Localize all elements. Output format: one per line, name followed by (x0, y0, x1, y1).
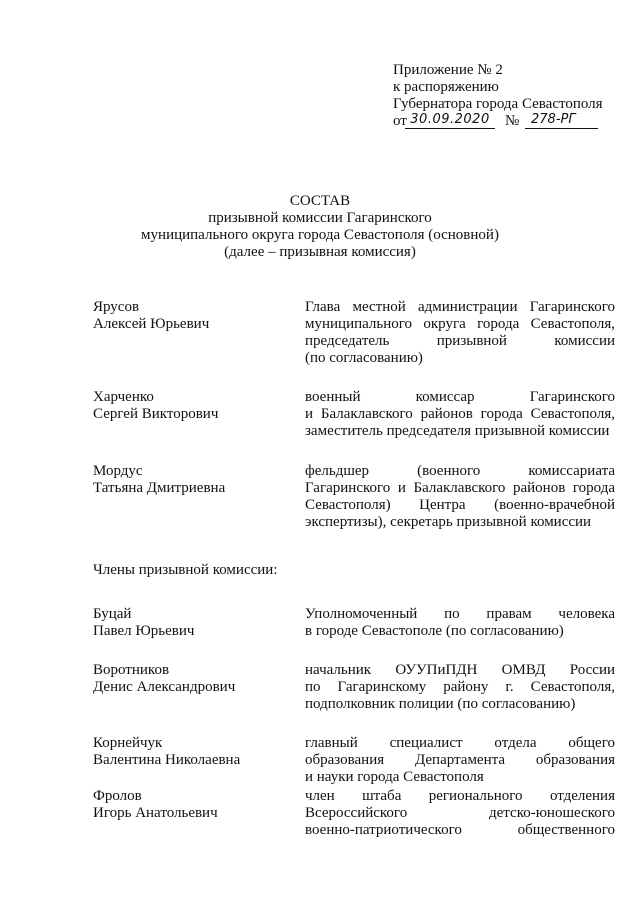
member-surname: Мордус (93, 463, 143, 479)
member-surname: Харченко (93, 389, 154, 405)
heading-line-4: (далее – призывная комиссия) (224, 244, 416, 260)
role-line: (по согласованию) (305, 350, 423, 366)
member-surname: Ярусов (93, 299, 140, 315)
heading-title: СОСТАВ (289, 193, 351, 209)
member-role (305, 735, 615, 786)
role-line: Севастополя) Центра (военно-врачебной (305, 497, 615, 513)
member-given-names: Татьяна Дмитриевна (93, 480, 226, 496)
member-role (305, 662, 615, 713)
member-name (93, 788, 293, 822)
role-line: муниципального округа города Севастополя, (305, 316, 615, 332)
handwritten-date: 30.09.2020 (405, 111, 495, 129)
date-prefix: от (393, 113, 407, 129)
member-name (93, 606, 293, 640)
appendix-line-1: Приложение № 2 (393, 62, 503, 78)
member-given-names: Игорь Анатольевич (93, 805, 218, 821)
member-role (305, 606, 615, 640)
member-name (93, 662, 293, 696)
role-line: начальник ОУУПиПДН ОМВД России (305, 662, 615, 678)
role-line: заместитель председателя призывной комиссии (305, 423, 610, 439)
role-line: член штаба регионального отделения (305, 788, 615, 804)
member-given-names: Алексей Юрьевич (93, 316, 210, 332)
role-line: и науки города Севастополя (305, 769, 484, 785)
role-line: и Балаклавского районов города Севастополя, (305, 406, 615, 422)
heading-line-3: муниципального округа города Севастополя (основной) (141, 227, 499, 243)
member-name (93, 389, 293, 423)
member-given-names: Сергей Викторович (93, 406, 219, 422)
member-given-names: Павел Юрьевич (93, 623, 195, 639)
role-line: подполковник полиции (по согласованию) (305, 696, 576, 712)
member-role (305, 463, 615, 531)
role-line: военный комиссар Гагаринского (305, 389, 615, 405)
role-line: образования Департамента образования (305, 752, 615, 768)
member-surname: Корнейчук (93, 735, 163, 751)
appendix-block (393, 62, 633, 130)
member-given-names: Валентина Николаевна (93, 752, 241, 768)
member-given-names: Денис Александрович (93, 679, 236, 695)
role-line: главный специалист отдела общего (305, 735, 615, 751)
role-line: фельдшер (военного комиссариата (305, 463, 615, 479)
member-role (305, 788, 615, 839)
appendix-line-2: к распоряжению (393, 79, 499, 95)
member-role (305, 389, 615, 440)
member-surname: Буцай (93, 606, 132, 622)
heading-line-2: призывной комиссии Гагаринского (208, 210, 432, 226)
role-line: Уполномоченный по правам человека (305, 606, 615, 622)
handwritten-number: 278-РГ (525, 111, 598, 129)
role-line: экспертизы), секретарь призывной комиссии (305, 514, 592, 530)
member-role (305, 299, 615, 367)
member-name (93, 735, 293, 769)
role-line: военно-патриотического общественного (305, 822, 615, 838)
role-line: в городе Севастополе (по согласованию) (305, 623, 564, 639)
member-name (93, 299, 293, 333)
role-line: по Гагаринскому району г. Севастополя, (305, 679, 615, 695)
role-line: Всероссийского детско-юношеского (305, 805, 615, 821)
appendix-line-3: Губернатора города Севастополя (393, 96, 603, 112)
members-section-title: Члены призывной комиссии: (93, 562, 278, 578)
role-line: Глава местной администрации Гагаринского (305, 299, 615, 315)
role-line: председатель призывной комиссии (305, 333, 615, 349)
member-name (93, 463, 293, 497)
number-prefix: № (505, 113, 520, 129)
member-surname: Фролов (93, 788, 142, 804)
date-number-line (393, 113, 633, 130)
member-surname: Воротников (93, 662, 170, 678)
document-heading (0, 193, 640, 261)
role-line: Гагаринского и Балаклавского районов города (305, 480, 615, 496)
